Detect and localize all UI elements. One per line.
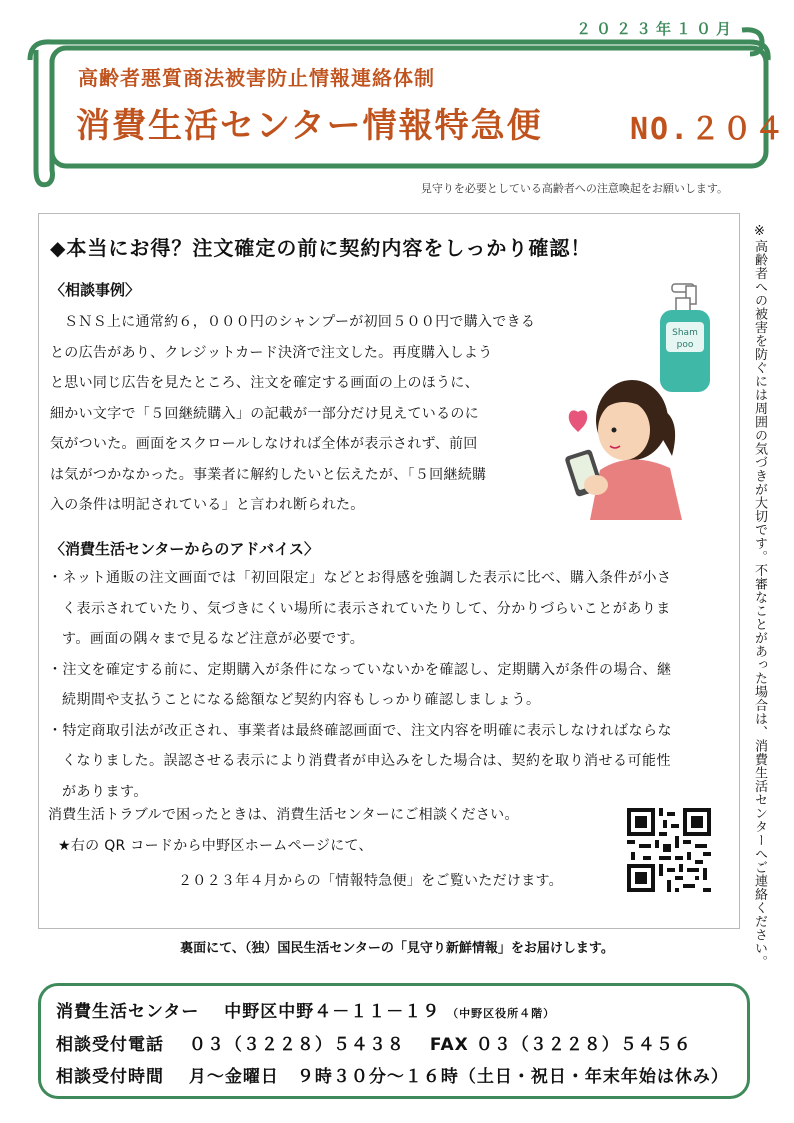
- case-line: と思い同じ広告を見たところ、注文を確定する画面の上のほうに、: [50, 375, 479, 391]
- shampoo-woman-illustration: [560, 280, 730, 520]
- hours-label: 相談受付時間: [56, 1067, 164, 1087]
- top-note: 見守りを必要としている高齢者への注意喚起をお願いします。: [420, 182, 728, 195]
- qr-note-line2: ２０２３年４月からの「情報特急便」をご覧いただけます。: [178, 873, 563, 889]
- contact-hours-line: [56, 1062, 729, 1087]
- center-address: 中野区中野４－１１－１９: [224, 1002, 441, 1022]
- side-vertical-note: ※高齢者への被害を防ぐには周囲の気づきが大切です。不審なことがあった場合は、消費生活センターへご連絡ください。: [752, 224, 767, 969]
- case-line: 細かい文字で「５回継続購入」の記載が一部分だけ見えているのに: [50, 405, 479, 422]
- header-title: 消費生活センター情報特急便: [76, 106, 543, 146]
- issue-number: NO.２０４: [630, 112, 787, 147]
- fax-label: FAX: [429, 1035, 469, 1055]
- heart-icon: [569, 410, 587, 432]
- case-line: との広告があり、クレジットカード決済で注文した。再度購入しよう: [50, 344, 493, 361]
- phone-label: 相談受付電話: [56, 1035, 164, 1055]
- advice-line: があります。: [62, 783, 148, 800]
- advice-title: 〈消費生活センターからのアドバイス〉: [50, 540, 319, 558]
- advice-line: 続期間や支払うことになる総額など契約内容もしっかり確認しましょう。: [62, 692, 541, 708]
- hours-value: 月～金曜日 ９時３０分～１６時（土日・祝日・年末年始は休み）: [188, 1067, 729, 1087]
- phone-number[interactable]: ０３（３２２８）５４３８: [188, 1035, 405, 1055]
- case-line: は気がつかなかった。事業者に解約したいと伝えたが、「５回継続購: [50, 466, 487, 483]
- bottle-label: Sham: [672, 328, 698, 338]
- advice-line: す。画面の隅々まで見るなど注意が必要です。: [62, 631, 365, 647]
- qr-code[interactable]: [627, 808, 711, 892]
- issue-date: ２０２３年１０月: [575, 20, 736, 38]
- article-heading: ◆本当にお得？注文確定の前に契約内容をしっかり確認！: [50, 236, 592, 260]
- contact-phone-line: [56, 1030, 692, 1055]
- case-line: 入の条件は明記されている」と言われ断られた。: [50, 497, 365, 513]
- header-subtitle: 高齢者悪質商法被害防止情報連絡体制: [78, 66, 435, 90]
- case-line: ＳＮＳ上に通常約６，０００円のシャンプーが初回５００円で購入できる: [64, 314, 536, 330]
- case-line: 気がついた。画面をスクロールしなければ全体が表示されず、前回: [50, 436, 478, 452]
- case-title: 〈相談事例〉: [50, 281, 141, 299]
- qr-note-line1: ★右の QR コードから中野区ホームページにて、: [58, 838, 373, 854]
- advice-line: くなりました。誤認させる表示により消費者が申込みをした場合は、契約を取り消せる可能性: [62, 753, 671, 769]
- advice-line: ・ネット通販の注文画面では「初回限定」などとお得感を強調した表示に比べ、購入条件が小さ: [48, 570, 672, 586]
- svg-text:poo: poo: [676, 340, 694, 350]
- advice-line: く表示されていたり、気づきにくい場所に表示されていたりして、分かりづらいことがありま: [62, 600, 671, 617]
- back-page-note: 裏面にて、（独）国民生活センターの「見守り新鮮情報」をお届けします。: [180, 941, 614, 956]
- center-name: 消費生活センター: [56, 1002, 200, 1022]
- center-address-note: （中野区役所４階）: [447, 1007, 556, 1020]
- advice-text: [48, 563, 738, 807]
- case-text: [50, 307, 610, 521]
- advice-line: ・特定商取引法が改正され、事業者は最終確認画面で、注文内容を明確に表示しなければならな: [48, 722, 673, 739]
- fax-number: ０３（３２２８）５４５６: [475, 1035, 692, 1055]
- contact-address-line: [56, 997, 555, 1022]
- consult-text: 消費生活トラブルで困ったときは、消費生活センターにご相談ください。: [48, 807, 519, 823]
- advice-line: ・注文を確定する前に、定期購入が条件になっていないかを確認し、定期購入が条件の場合、継: [48, 661, 672, 678]
